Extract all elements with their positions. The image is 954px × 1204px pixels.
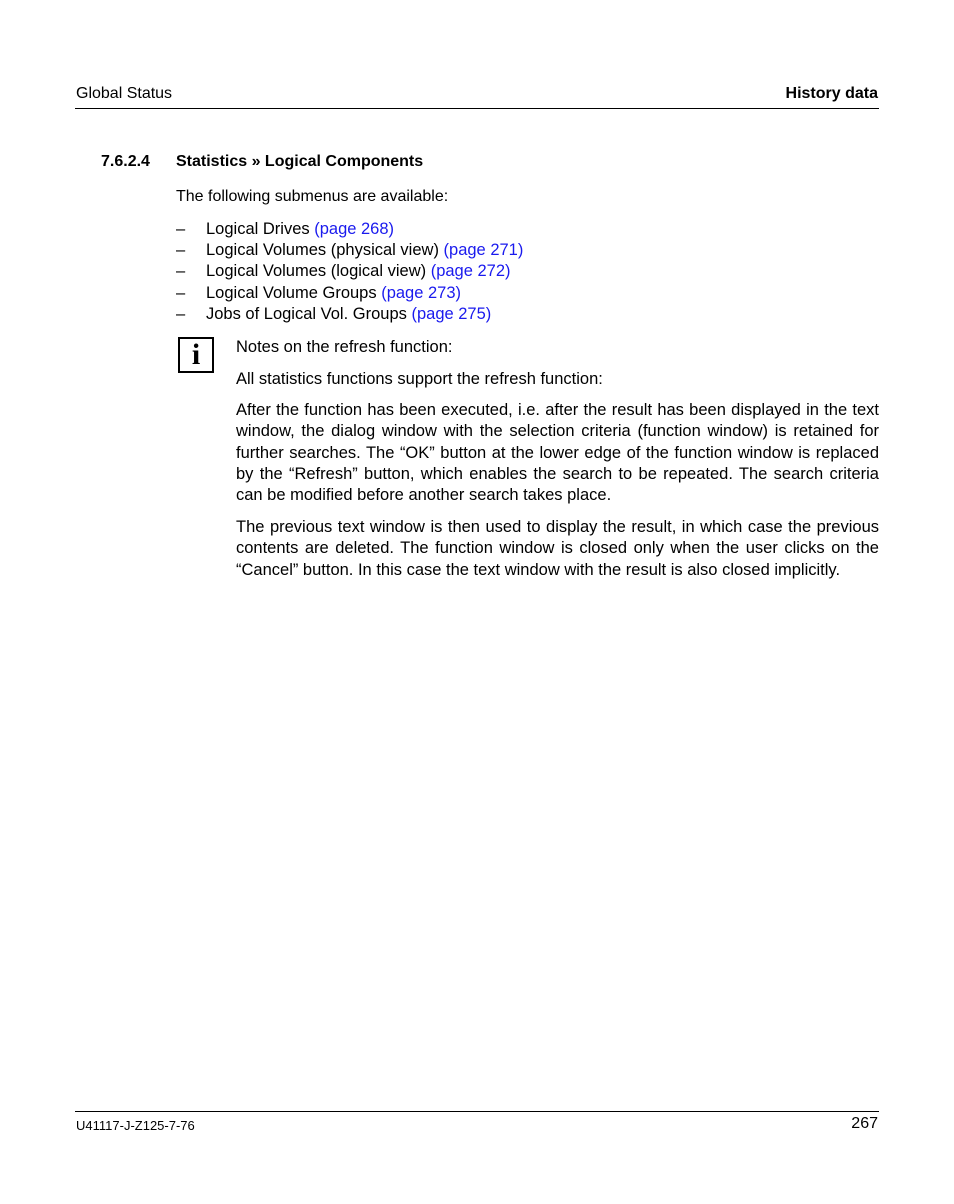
list-dash: – [176,220,186,238]
page-link[interactable]: (page 275) [411,304,492,323]
page-number: 267 [851,1115,878,1132]
note-paragraph: The previous text window is then used to display the result, in which case the previous contents are deleted. The function window is closed only when the user clicks on the “Cancel” button. In this case the text window with the result is also closed implicitly. [236,518,879,579]
list-item [176,283,523,304]
note-paragraph: All statistics functions support the refresh function: [236,370,603,388]
header-section-title: History data [785,85,878,102]
list-item [176,240,523,261]
list-item [176,304,523,325]
section-title: Statistics » Logical Components [176,153,424,170]
page-link[interactable]: (page 268) [314,220,395,238]
info-glyph: i [191,338,201,371]
list-dash: – [176,304,186,323]
header-chapter-title: Global Status [76,85,173,102]
submenu-list [176,219,523,325]
list-dash: – [176,262,186,281]
page-link[interactable]: (page 271) [443,241,524,260]
intro-text: The following submenus are available: [176,188,449,205]
list-item-label: Logical Drives [206,220,310,238]
list-item-label: Jobs of Logical Vol. Groups [206,304,407,323]
section-heading [101,153,423,171]
info-icon [178,337,214,373]
page-header [75,84,879,109]
list-item [176,219,523,240]
list-item-label: Logical Volumes (logical view) [206,262,427,281]
page-link[interactable]: (page 273) [381,283,462,302]
note-paragraph: After the function has been executed, i.e. after the result has been displayed in the text window, the dialog window with the selection criteria (function window) is retained for further searches. The “OK” button at the lower edge of the function window is replaced by the “Refresh” button, which enables the search to be repeated. The search criteria can be modified before another search takes place. [236,401,879,505]
footer-doc-id: U41117-J-Z125-7-76 [76,1118,195,1133]
list-item [176,261,523,282]
section-number: 7.6.2.4 [101,153,150,170]
note-heading: Notes on the refresh function: [236,338,453,356]
list-item-label: Logical Volume Groups [206,283,377,302]
list-dash: – [176,283,186,302]
list-dash: – [176,241,186,260]
page-footer [75,1111,879,1133]
list-item-label: Logical Volumes (physical view) [206,241,439,260]
page-link[interactable]: (page 272) [430,262,511,281]
